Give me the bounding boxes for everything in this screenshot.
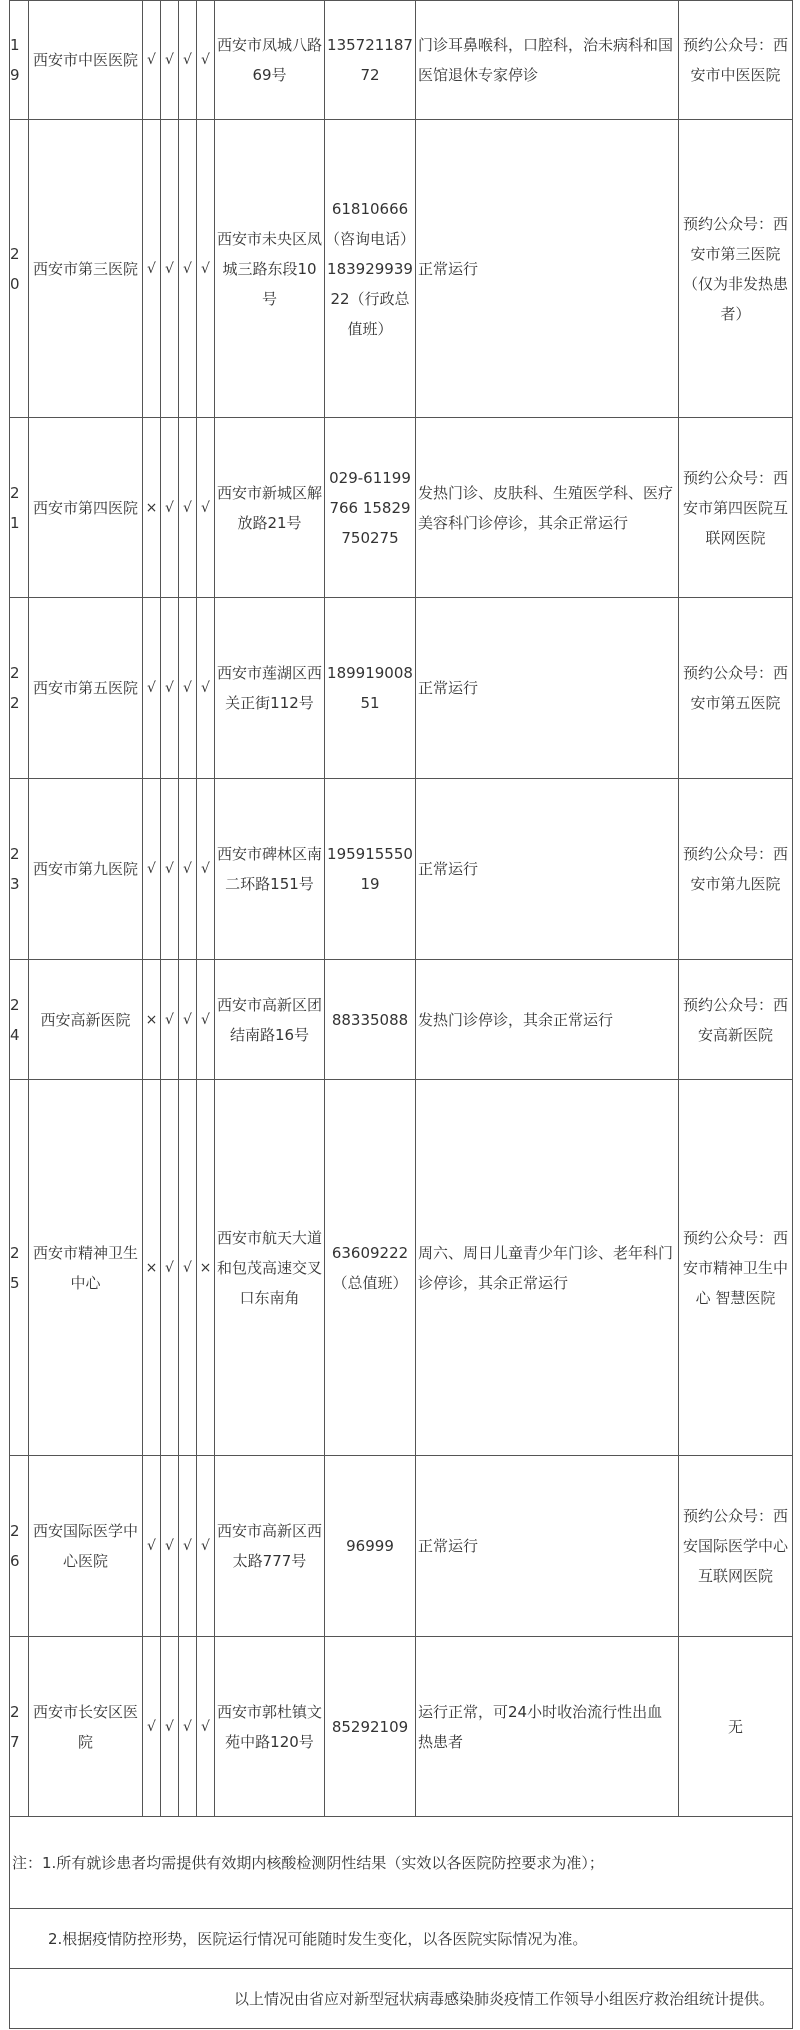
- table-row: [10, 598, 793, 779]
- table-row: [10, 1637, 793, 1817]
- hospital-phone: 13572118772: [325, 1, 416, 120]
- table-row: [10, 1080, 793, 1456]
- hospital-name: 西安市中医医院: [29, 1, 143, 120]
- hospital-name: 西安国际医学中心医院: [29, 1456, 143, 1637]
- table-row: [10, 1456, 793, 1637]
- hospital-phone: 63609222（总值班）: [325, 1080, 416, 1456]
- service-mark: √: [143, 1456, 161, 1637]
- hospital-name: 西安市第九医院: [29, 779, 143, 960]
- service-mark: ×: [197, 1080, 215, 1456]
- hospital-address: 西安市新城区解放路21号: [215, 418, 325, 598]
- service-mark: √: [161, 960, 179, 1080]
- service-mark: √: [143, 779, 161, 960]
- hospital-phone: 029-61199766 15829750275: [325, 418, 416, 598]
- source-footer: 以上情况由省应对新型冠状病毒感染肺炎疫情工作领导小组医疗救治组统计提供。: [10, 1969, 793, 2029]
- hospital-address: 西安市航天大道和包茂高速交叉口东南角: [215, 1080, 325, 1456]
- hospital-name: 西安市长安区医院: [29, 1637, 143, 1817]
- service-mark: √: [179, 960, 197, 1080]
- operation-status: 周六、周日儿童青少年门诊、老年科门诊停诊，其余正常运行: [416, 1080, 679, 1456]
- service-mark: ×: [143, 418, 161, 598]
- service-mark: √: [161, 598, 179, 779]
- table-row: [10, 779, 793, 960]
- service-mark: √: [197, 960, 215, 1080]
- operation-status: 发热门诊、皮肤科、生殖医学科、医疗美容科门诊停诊，其余正常运行: [416, 418, 679, 598]
- table-row: [10, 418, 793, 598]
- hospital-address: 西安市凤城八路69号: [215, 1, 325, 120]
- hospital-phone: 18991900851: [325, 598, 416, 779]
- service-mark: √: [197, 779, 215, 960]
- operation-status: 正常运行: [416, 1456, 679, 1637]
- service-mark: √: [197, 120, 215, 418]
- hospital-name: 西安市第五医院: [29, 598, 143, 779]
- row-number: 24: [10, 960, 29, 1080]
- service-mark: √: [161, 120, 179, 418]
- service-mark: √: [197, 1, 215, 120]
- service-mark: √: [179, 1, 197, 120]
- hospital-name: 西安市第三医院: [29, 120, 143, 418]
- row-number: 23: [10, 779, 29, 960]
- service-mark: √: [179, 418, 197, 598]
- row-number: 25: [10, 1080, 29, 1456]
- service-mark: √: [197, 598, 215, 779]
- table-row: [10, 1909, 793, 1969]
- note-line-1: 注：1.所有就诊患者均需提供有效期内核酸检测阴性结果（实效以各医院防控要求为准）；: [10, 1817, 793, 1909]
- service-mark: √: [197, 1637, 215, 1817]
- hospital-status-table: [9, 0, 793, 2029]
- operation-status: 正常运行: [416, 598, 679, 779]
- service-mark: √: [179, 1456, 197, 1637]
- row-number: 22: [10, 598, 29, 779]
- hospital-name: 西安高新医院: [29, 960, 143, 1080]
- hospital-address: 西安市郭杜镇文苑中路120号: [215, 1637, 325, 1817]
- service-mark: √: [179, 598, 197, 779]
- hospital-address: 西安市莲湖区西关正街112号: [215, 598, 325, 779]
- operation-status: 运行正常，可24小时收治流行性出血热患者: [416, 1637, 679, 1817]
- hospital-status-table-container: [9, 0, 792, 2029]
- table-row: [10, 1969, 793, 2029]
- row-number: 27: [10, 1637, 29, 1817]
- service-mark: √: [197, 1456, 215, 1637]
- service-mark: √: [143, 1637, 161, 1817]
- hospital-address: 西安市高新区团结南路16号: [215, 960, 325, 1080]
- service-mark: √: [161, 779, 179, 960]
- booking-channel: 预约公众号：西安市中医医院: [679, 1, 793, 120]
- booking-channel: 预约公众号：西安市第五医院: [679, 598, 793, 779]
- booking-channel: 预约公众号：西安国际医学中心互联网医院: [679, 1456, 793, 1637]
- hospital-phone: 61810666（咨询电话）18392993922（行政总值班）: [325, 120, 416, 418]
- table-row: [10, 1, 793, 120]
- hospital-phone: 19591555019: [325, 779, 416, 960]
- service-mark: √: [161, 1080, 179, 1456]
- operation-status: 正常运行: [416, 120, 679, 418]
- hospital-phone: 96999: [325, 1456, 416, 1637]
- service-mark: √: [143, 1, 161, 120]
- booking-channel: 预约公众号：西安市精神卫生中心 智慧医院: [679, 1080, 793, 1456]
- note-line-2: 2.根据疫情防控形势，医院运行情况可能随时发生变化，以各医院实际情况为准。: [10, 1909, 793, 1969]
- service-mark: √: [161, 418, 179, 598]
- hospital-phone: 88335088: [325, 960, 416, 1080]
- row-number: 26: [10, 1456, 29, 1637]
- service-mark: √: [179, 779, 197, 960]
- row-number: 19: [10, 1, 29, 120]
- table-row: [10, 120, 793, 418]
- service-mark: √: [143, 598, 161, 779]
- service-mark: √: [197, 418, 215, 598]
- hospital-address: 西安市未央区凤城三路东段10号: [215, 120, 325, 418]
- hospital-name: 西安市精神卫生中心: [29, 1080, 143, 1456]
- booking-channel: 预约公众号：西安市第九医院: [679, 779, 793, 960]
- service-mark: √: [179, 120, 197, 418]
- operation-status: 正常运行: [416, 779, 679, 960]
- service-mark: √: [179, 1080, 197, 1456]
- hospital-address: 西安市碑林区南二环路151号: [215, 779, 325, 960]
- booking-channel: 预约公众号：西安市第四医院互联网医院: [679, 418, 793, 598]
- table-row: [10, 960, 793, 1080]
- booking-channel: 预约公众号：西安高新医院: [679, 960, 793, 1080]
- service-mark: √: [161, 1, 179, 120]
- operation-status: 门诊耳鼻喉科，口腔科，治未病科和国医馆退休专家停诊: [416, 1, 679, 120]
- hospital-name: 西安市第四医院: [29, 418, 143, 598]
- service-mark: ×: [143, 1080, 161, 1456]
- operation-status: 发热门诊停诊，其余正常运行: [416, 960, 679, 1080]
- service-mark: √: [161, 1637, 179, 1817]
- service-mark: √: [179, 1637, 197, 1817]
- row-number: 20: [10, 120, 29, 418]
- service-mark: √: [143, 120, 161, 418]
- hospital-address: 西安市高新区西太路777号: [215, 1456, 325, 1637]
- hospital-phone: 85292109: [325, 1637, 416, 1817]
- service-mark: ×: [143, 960, 161, 1080]
- service-mark: √: [161, 1456, 179, 1637]
- table-row: [10, 1817, 793, 1909]
- booking-channel: 无: [679, 1637, 793, 1817]
- row-number: 21: [10, 418, 29, 598]
- booking-channel: 预约公众号：西安市第三医院（仅为非发热患者）: [679, 120, 793, 418]
